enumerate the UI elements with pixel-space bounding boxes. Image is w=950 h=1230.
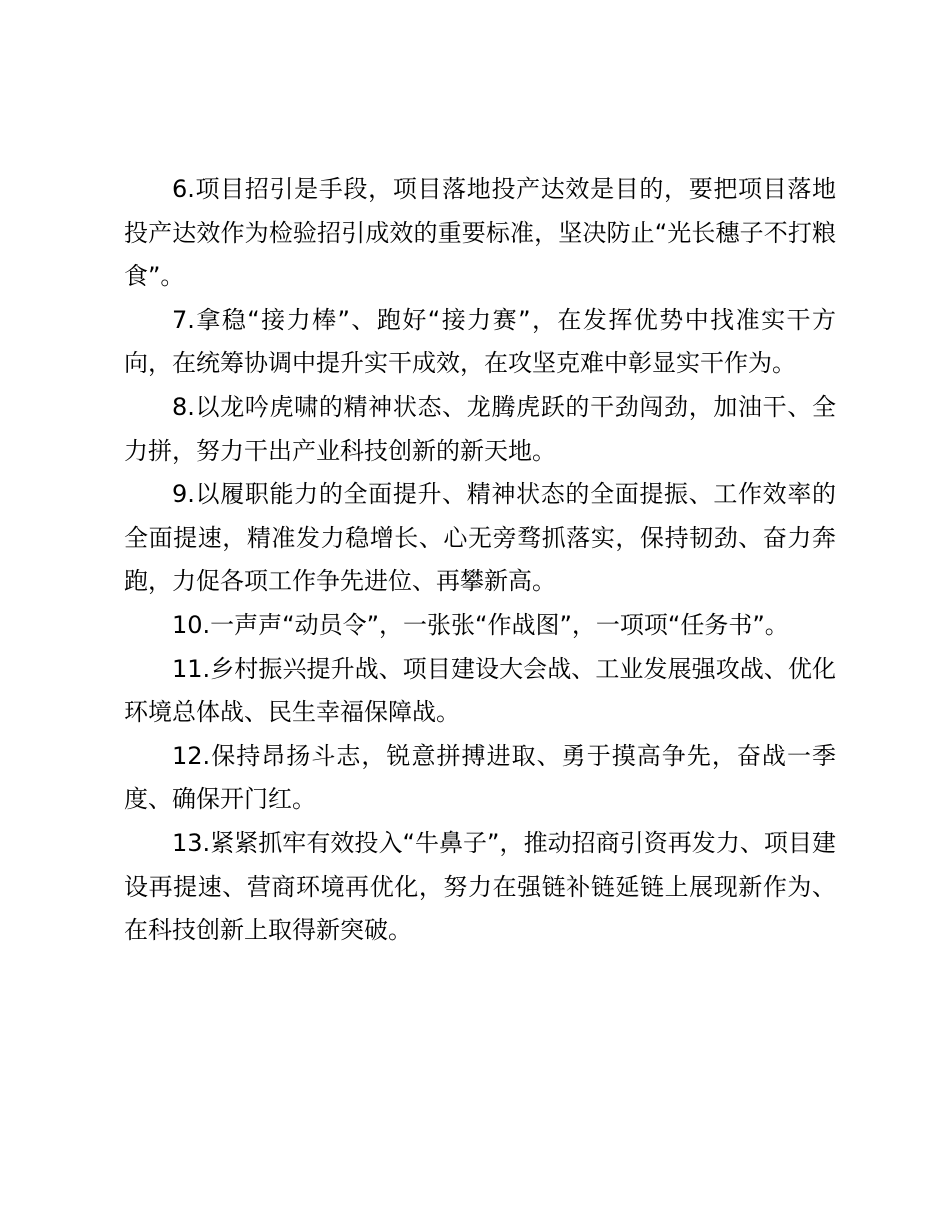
paragraph-10: 10.一声声“动员令”，一张张“作战图”，一项项“任务书”。 bbox=[172, 610, 789, 639]
paragraph-8: 8.以龙吟虎啸的精神状态、龙腾虎跃的干劲闯劲，加油干、全力拼，努力干出产业科技创新的新天地。 bbox=[124, 392, 836, 465]
paragraph-13: 13.紧紧抓牢有效投入“牛鼻子”，推动招商引资再发力、项目建设再提速、营商环境再优化，努力在强链补链延链上展现新作为、在科技创新上取得新突破。 bbox=[124, 828, 836, 945]
paragraph-7: 7.拿稳“接力棒”、跑好“接力赛”，在发挥优势中找准实干方向，在统筹协调中提升实干成效，在攻坚克难中彰显实干作为。 bbox=[124, 305, 836, 378]
paragraph-11: 11.乡村振兴提升战、项目建设大会战、工业发展强攻战、优化环境总体战、民生幸福保障战。 bbox=[124, 654, 836, 727]
paragraph-6: 6.项目招引是手段，项目落地投产达效是目的，要把项目落地投产达效作为检验招引成效的重要标准，坚决防止“光长穗子不打粮食”。 bbox=[124, 175, 836, 291]
document-page bbox=[124, 168, 836, 953]
paragraph-9: 9.以履职能力的全面提升、精神状态的全面提振、工作效率的全面提速，精准发力稳增长、心无旁骛抓落实，保持韧劲、奋力奔跑，力促各项工作争先进位、再攀新高。 bbox=[124, 480, 836, 596]
paragraph-12: 12.保持昂扬斗志，锐意拼搏进取、勇于摸高争先，奋战一季度、确保开门红。 bbox=[124, 741, 836, 814]
